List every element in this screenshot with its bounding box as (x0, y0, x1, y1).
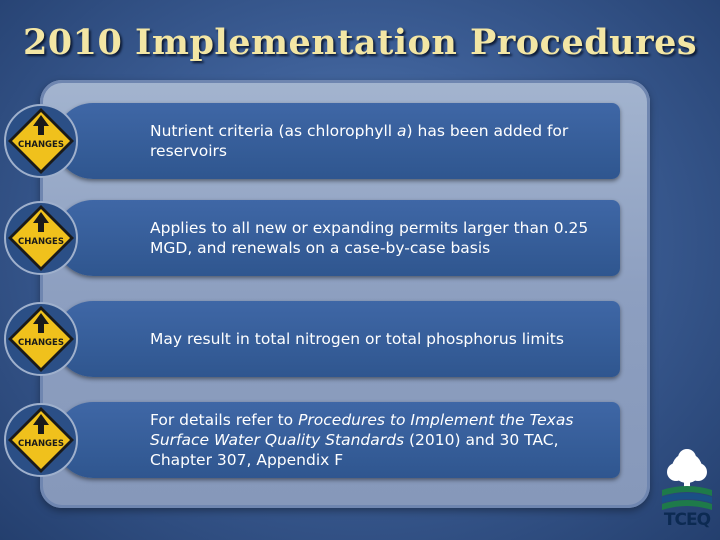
item-text-segment: a (397, 122, 407, 140)
changes-sign-icon (2, 199, 80, 277)
item-text-segment: Nutrient criteria (as chlorophyll (150, 122, 398, 140)
badge-label: CHANGES (18, 338, 64, 348)
list-item (0, 402, 620, 482)
tree-icon (658, 448, 716, 518)
badge-label: CHANGES (18, 439, 64, 449)
item-bar (55, 103, 620, 179)
badge-label: CHANGES (18, 140, 64, 150)
item-text-segment: Procedures to Implement the Texas Surface Water Quality Standards (150, 411, 574, 449)
item-text (150, 329, 608, 349)
item-text (150, 121, 608, 161)
list-item (0, 103, 620, 183)
item-text-segment: Applies to all new or expanding permits larger than 0.25 MGD, and renewals on a case-by-case basis (150, 219, 589, 257)
changes-sign-icon (2, 102, 80, 180)
item-text (150, 218, 608, 258)
badge-label: CHANGES (18, 237, 64, 247)
item-text-segment: ) has been added for reservoirs (150, 122, 569, 160)
item-text-segment: (2010) and 30 TAC, Chapter 307, Appendix F (150, 431, 559, 469)
tceq-logo (658, 448, 716, 534)
list-item (0, 200, 620, 280)
logo-text: TCEQ (663, 510, 711, 530)
slide-title: 2010 Implementation Procedures (22, 22, 698, 63)
list-item (0, 301, 620, 381)
item-bar (55, 200, 620, 276)
item-bar (55, 301, 620, 377)
changes-sign-icon (2, 300, 80, 378)
item-text (150, 410, 608, 470)
item-text-segment: May result in total nitrogen or total phosphorus limits (150, 330, 564, 348)
item-bar (55, 402, 620, 478)
changes-sign-icon (2, 401, 80, 479)
item-text-segment: For details refer to (150, 411, 299, 429)
